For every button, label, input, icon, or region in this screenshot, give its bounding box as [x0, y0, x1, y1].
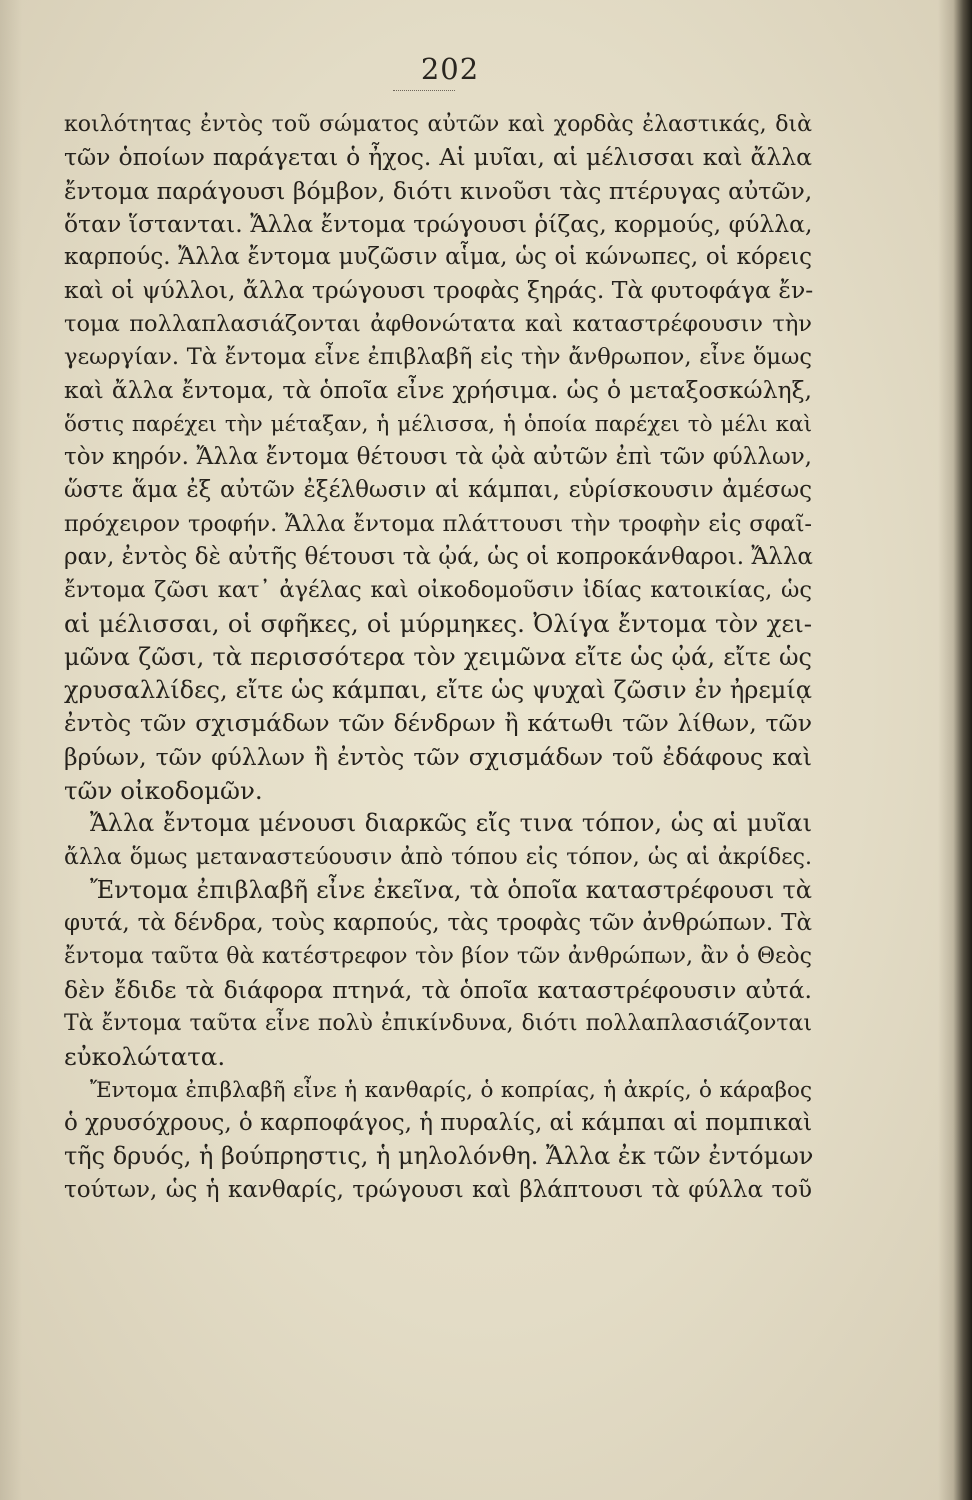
text-line: τούτων, ὡς ἡ κανθαρίς, τρώγουσι καὶ βλάπτουσι τὰ φύλλα τοῦ [64, 1176, 812, 1203]
text-line: ὅταν ἵστανται. Ἄλλα ἔντομα τρώγουσι ῥίζας, κορμούς, φύλλα, [64, 209, 813, 238]
text-line: γεωργίαν. Τὰ ἔντομα εἶνε ἐπιβλαβῆ εἰς τὴν ἄνθρωπον, εἶνε ὅμως [64, 344, 812, 371]
text-line: Ἔντομα ἐπιβλαβῆ εἶνε ἡ κανθαρίς, ὁ κοπρίας, ἡ ἀκρίς, ὁ κάραβος [90, 1077, 812, 1103]
text-line: ἐντὸς τῶν σχισμάδων τῶν δένδρων ἢ κάτωθι τῶν λίθων, τῶν [64, 709, 812, 738]
text-line: ὁ χρυσόχρους, ὁ καρποφάγος, ἡ πυραλίς, αἱ κάμπαι αἱ πομπικαὶ [64, 1109, 813, 1136]
text-line: Ἄλλα ἔντομα μένουσι διαρκῶς εἴς τινα τόπον, ὡς αἱ μυῖαι [90, 809, 812, 838]
text-line: τὸν κηρόν. Ἄλλα ἔντομα θέτουσι τὰ ᾠὰ αὐτῶν ἐπὶ τῶν φύλλων, [64, 443, 812, 470]
text-line: χρυσαλλίδες, εἴτε ὡς κάμπαι, εἴτε ὡς ψυχαὶ ζῶσιν ἐν ἠρεμίᾳ [64, 676, 812, 705]
text-line: καρπούς. Ἄλλα ἔντομα μυζῶσιν αἷμα, ὡς οἱ κώνωπες, οἱ κόρεις [64, 244, 812, 271]
text-line: ραν, ἐντὸς δὲ αὐτῆς θέτουσι τὰ ᾠά, ὡς οἱ κοπροκάνθαροι. Ἄλλα [64, 543, 813, 570]
text-line: Ἔντομα ἐπιβλαβῆ εἶνε ἐκεῖνα, τὰ ὁποῖα καταστρέφουσι τὰ [90, 875, 812, 904]
text-line: αἱ μέλισσαι, οἱ σφῆκες, οἱ μύρμηκες. Ὀλίγα ἔντομα τὸν χει- [64, 609, 812, 639]
text-line: τῶν ὁποίων παράγεται ὁ ἦχος. Αἱ μυῖαι, αἱ μέλισσαι καὶ ἄλλα [64, 143, 812, 172]
text-line: φυτά, τὰ δένδρα, τοὺς καρπούς, τὰς τροφὰς τῶν ἀνθρώπων. Τὰ [64, 910, 812, 937]
text-line: μῶνα ζῶσι, τὰ περισσότερα τὸν χειμῶνα εἴτε ὡς ᾠά, εἴτε ὡς [64, 642, 812, 671]
text-line: βρύων, τῶν φύλλων ἢ ἐντὸς τῶν σχισμάδων τοῦ ἐδάφους καὶ [64, 742, 812, 771]
text-line: ἄλλα ὅμως μεταναστεύουσιν ἀπὸ τόπου εἰς τόπον, ὡς αἱ ἀκρίδες. [64, 844, 812, 870]
text-line: τῆς δρυός, ἡ βούπρηστις, ἡ μηλολόνθη. Ἄλλα ἐκ τῶν ἐντόμων [64, 1142, 814, 1171]
text-line: ἔντομα παράγουσι βόμβον, διότι κινοῦσι τὰς πτέρυγας αὐτῶν, [64, 176, 813, 205]
text-line: τομα πολλαπλασιάζονται ἀφθονώτατα καὶ καταστρέφουσιν τὴν [64, 310, 812, 337]
text-line: κοιλότητας ἐντὸς τοῦ σώματος αὐτῶν καὶ χορδὰς ἐλαστικάς, διὰ [64, 112, 812, 137]
text-line: ἔντομα ζῶσι κατ᾽ ἀγέλας καὶ οἰκοδομοῦσιν ἰδίας κατοικίας, ὡς [64, 577, 812, 604]
page-left-shadow [0, 0, 22, 1500]
text-line: ὥστε ἅμα ἐξ αὐτῶν ἐξέλθωσιν αἱ κάμπαι, εὑρίσκουσιν ἀμέσως [64, 477, 812, 504]
text-line: καὶ οἱ ψύλλοι, ἄλλα τρώγουσι τροφὰς ξηράς. Τὰ φυτοφάγα ἔν- [64, 276, 814, 305]
page-number-divider [393, 90, 455, 91]
text-line: καὶ ἄλλα ἔντομα, τὰ ὁποῖα εἶνε χρήσιμα. ὡς ὁ μεταξοσκώληξ, [64, 376, 812, 405]
page-number: 202 [420, 52, 480, 86]
body-text [64, 108, 812, 1207]
text-line: ἔντομα ταῦτα θὰ κατέστρεφον τὸν βίον τῶν ἀνθρώπων, ἂν ὁ Θεὸς [64, 944, 812, 970]
text-line: δὲν ἔδιδε τὰ διάφορα πτηνά, τὰ ὁποῖα καταστρέφουσιν αὐτά. [64, 975, 812, 1004]
text-line: τῶν οἰκοδομῶν. [64, 775, 263, 805]
text-line: εὐκολώτατα. [64, 1042, 226, 1072]
text-line: Τὰ ἔντομα ταῦτα εἶνε πολὺ ἐπικίνδυνα, διότι πολλαπλασιάζονται [64, 1011, 812, 1037]
page-binding-edge [938, 0, 972, 1500]
text-line: πρόχειρον τροφήν. Ἄλλα ἔντομα πλάττουσι τὴν τροφὴν εἰς σφαῖ- [64, 510, 812, 537]
text-line: ὅστις παρέχει τὴν μέταξαν, ἡ μέλισσα, ἡ ὁποία παρέχει τὸ μέλι καὶ [64, 411, 812, 437]
